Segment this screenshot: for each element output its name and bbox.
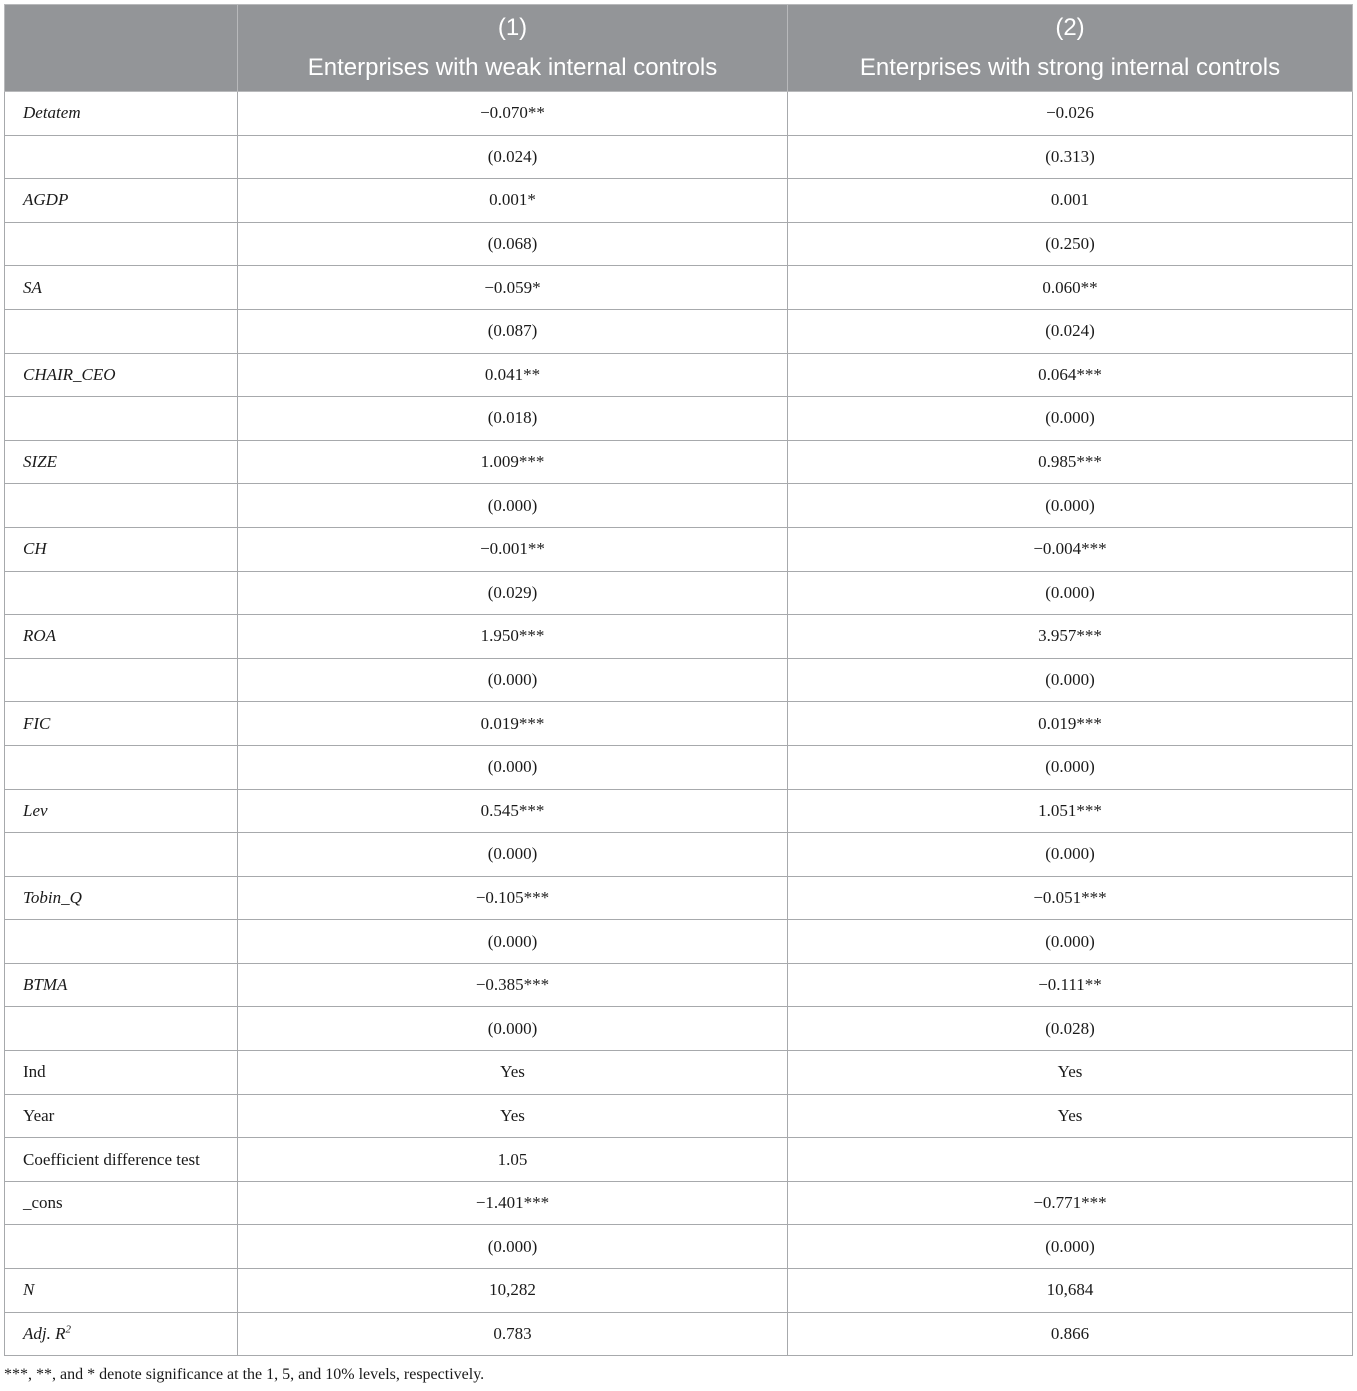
value-cell-col2: (0.000) bbox=[788, 833, 1353, 877]
variable-name-cell bbox=[5, 702, 238, 746]
variable-name: BTMA bbox=[23, 975, 68, 995]
value-cell-col1: 1.05 bbox=[238, 1138, 788, 1182]
value-cell-col2: 0.019*** bbox=[788, 702, 1353, 746]
superscript: 2 bbox=[65, 1323, 71, 1336]
value-cell-col2: −0.771*** bbox=[788, 1181, 1353, 1225]
value-cell-col2: 0.001 bbox=[788, 179, 1353, 223]
value-cell-col1: 10,282 bbox=[238, 1269, 788, 1313]
table-row bbox=[5, 309, 1353, 353]
table-row bbox=[5, 1181, 1353, 1225]
variable-name: ROA bbox=[23, 626, 57, 646]
table-row bbox=[5, 222, 1353, 266]
value-cell-col1: −0.385*** bbox=[238, 963, 788, 1007]
value-cell-col2: −0.051*** bbox=[788, 876, 1353, 920]
variable-name-cell bbox=[5, 615, 238, 659]
regression-table bbox=[4, 4, 1353, 1356]
variable-name: Tobin_Q bbox=[23, 887, 82, 907]
table-row bbox=[5, 92, 1353, 136]
value-cell-col2: Yes bbox=[788, 1094, 1353, 1138]
header-col1-number: (1) bbox=[497, 14, 528, 41]
value-cell-col2: (0.000) bbox=[788, 920, 1353, 964]
table-row bbox=[5, 1269, 1353, 1313]
value-cell-col2: (0.000) bbox=[788, 571, 1353, 615]
variable-name-cell bbox=[5, 484, 238, 528]
value-cell-col1: (0.029) bbox=[238, 571, 788, 615]
table-row bbox=[5, 876, 1353, 920]
table-row bbox=[5, 1312, 1353, 1356]
value-cell-col1: (0.000) bbox=[238, 658, 788, 702]
value-cell-col1: (0.000) bbox=[238, 484, 788, 528]
value-cell-col2: −0.004*** bbox=[788, 527, 1353, 571]
table-row bbox=[5, 571, 1353, 615]
table-row bbox=[5, 397, 1353, 441]
variable-name-cell bbox=[5, 527, 238, 571]
variable-name: AGDP bbox=[23, 190, 69, 210]
value-cell-col1: (0.000) bbox=[238, 920, 788, 964]
variable-name: N bbox=[23, 1280, 35, 1300]
variable-name-cell bbox=[5, 353, 238, 397]
value-cell-col1: 0.545*** bbox=[238, 789, 788, 833]
table-body bbox=[5, 92, 1353, 1356]
value-cell-col2: (0.000) bbox=[788, 397, 1353, 441]
header-row bbox=[5, 5, 1353, 92]
table-row bbox=[5, 745, 1353, 789]
value-cell-col1: (0.000) bbox=[238, 1007, 788, 1051]
value-cell-col2: (0.024) bbox=[788, 309, 1353, 353]
table-footnote: ***, **, and * denote significance at the 1, 5, and 10% levels, respectively. bbox=[4, 1366, 485, 1383]
table-row bbox=[5, 1138, 1353, 1182]
value-cell-col2: 0.060** bbox=[788, 266, 1353, 310]
variable-name-cell bbox=[5, 1007, 238, 1051]
value-cell-col1: 0.783 bbox=[238, 1312, 788, 1356]
header-col2-label: Enterprises with strong internal controls bbox=[859, 54, 1281, 81]
table-row bbox=[5, 833, 1353, 877]
variable-name-cell bbox=[5, 1051, 238, 1095]
value-cell-col2: 3.957*** bbox=[788, 615, 1353, 659]
table-row bbox=[5, 440, 1353, 484]
table-row bbox=[5, 527, 1353, 571]
variable-name-cell bbox=[5, 963, 238, 1007]
value-cell-col1: (0.000) bbox=[238, 833, 788, 877]
variable-name-cell bbox=[5, 92, 238, 136]
variable-name: Lev bbox=[23, 800, 48, 820]
table-row bbox=[5, 179, 1353, 223]
variable-name-cell bbox=[5, 745, 238, 789]
table-row bbox=[5, 658, 1353, 702]
value-cell-col2: 0.985*** bbox=[788, 440, 1353, 484]
variable-name-cell bbox=[5, 1312, 238, 1356]
value-cell-col2: Yes bbox=[788, 1051, 1353, 1095]
table-row bbox=[5, 789, 1353, 833]
table-row bbox=[5, 1051, 1353, 1095]
value-cell-col2: (0.000) bbox=[788, 658, 1353, 702]
variable-name: Year bbox=[23, 1105, 55, 1125]
value-cell-col2: (0.000) bbox=[788, 745, 1353, 789]
variable-name-cell bbox=[5, 789, 238, 833]
value-cell-col1: 0.041** bbox=[238, 353, 788, 397]
variable-name: FIC bbox=[23, 713, 51, 733]
variable-name: Ind bbox=[23, 1062, 46, 1082]
value-cell-col1: (0.068) bbox=[238, 222, 788, 266]
table-row bbox=[5, 1225, 1353, 1269]
variable-name-cell bbox=[5, 1225, 238, 1269]
variable-name: CHAIR_CEO bbox=[23, 364, 116, 384]
value-cell-col1: (0.087) bbox=[238, 309, 788, 353]
variable-name-cell bbox=[5, 440, 238, 484]
value-cell-col1: −0.105*** bbox=[238, 876, 788, 920]
value-cell-col1: (0.000) bbox=[238, 745, 788, 789]
value-cell-col2: 1.051*** bbox=[788, 789, 1353, 833]
value-cell-col2: 0.064*** bbox=[788, 353, 1353, 397]
value-cell-col1: (0.018) bbox=[238, 397, 788, 441]
value-cell-col1: (0.000) bbox=[238, 1225, 788, 1269]
table-row bbox=[5, 615, 1353, 659]
variable-name-cell bbox=[5, 309, 238, 353]
variable-name: _cons bbox=[23, 1193, 63, 1213]
value-cell-col2 bbox=[788, 1138, 1353, 1182]
value-cell-col2: −0.111** bbox=[788, 963, 1353, 1007]
table-row bbox=[5, 353, 1353, 397]
variable-name-cell bbox=[5, 397, 238, 441]
header-empty-cell bbox=[5, 5, 238, 92]
variable-name-cell bbox=[5, 920, 238, 964]
variable-name-cell bbox=[5, 1138, 238, 1182]
value-cell-col1: Yes bbox=[238, 1051, 788, 1095]
variable-name: Adj. R bbox=[23, 1323, 66, 1343]
value-cell-col2: (0.000) bbox=[788, 484, 1353, 528]
variable-name-cell bbox=[5, 135, 238, 179]
value-cell-col1: 1.009*** bbox=[238, 440, 788, 484]
value-cell-col2: (0.250) bbox=[788, 222, 1353, 266]
variable-name-cell bbox=[5, 571, 238, 615]
value-cell-col1: Yes bbox=[238, 1094, 788, 1138]
value-cell-col2: (0.028) bbox=[788, 1007, 1353, 1051]
table-row bbox=[5, 963, 1353, 1007]
value-cell-col2: (0.000) bbox=[788, 1225, 1353, 1269]
value-cell-col2: 10,684 bbox=[788, 1269, 1353, 1313]
variable-name-cell bbox=[5, 179, 238, 223]
value-cell-col2: −0.026 bbox=[788, 92, 1353, 136]
value-cell-col1: 0.019*** bbox=[238, 702, 788, 746]
variable-name-cell bbox=[5, 1181, 238, 1225]
variable-name-cell bbox=[5, 658, 238, 702]
variable-name-cell bbox=[5, 222, 238, 266]
variable-name: SIZE bbox=[23, 452, 57, 472]
variable-name: CH bbox=[23, 539, 47, 559]
header-col1 bbox=[238, 5, 788, 92]
value-cell-col1: 0.001* bbox=[238, 179, 788, 223]
table-row bbox=[5, 920, 1353, 964]
value-cell-col1: 1.950*** bbox=[238, 615, 788, 659]
header-col2-number: (2) bbox=[1055, 14, 1085, 41]
variable-name-cell bbox=[5, 1094, 238, 1138]
value-cell-col1: −0.059* bbox=[238, 266, 788, 310]
value-cell-col2: (0.313) bbox=[788, 135, 1353, 179]
variable-name-cell bbox=[5, 266, 238, 310]
value-cell-col1: (0.024) bbox=[238, 135, 788, 179]
header-col2 bbox=[788, 5, 1353, 92]
variable-name-cell bbox=[5, 833, 238, 877]
header-col1-label: Enterprises with weak internal controls bbox=[307, 54, 718, 81]
value-cell-col2: 0.866 bbox=[788, 1312, 1353, 1356]
variable-name: Detatem bbox=[23, 103, 81, 123]
table-row bbox=[5, 1094, 1353, 1138]
value-cell-col1: −1.401*** bbox=[238, 1181, 788, 1225]
table-row bbox=[5, 484, 1353, 528]
value-cell-col1: −0.001** bbox=[238, 527, 788, 571]
variable-name-cell bbox=[5, 876, 238, 920]
table-row bbox=[5, 1007, 1353, 1051]
table-row bbox=[5, 135, 1353, 179]
variable-name: Coefficient difference test bbox=[23, 1149, 200, 1169]
value-cell-col1: −0.070** bbox=[238, 92, 788, 136]
table-row bbox=[5, 266, 1353, 310]
variable-name: SA bbox=[23, 277, 42, 297]
table-row bbox=[5, 702, 1353, 746]
variable-name-cell bbox=[5, 1269, 238, 1313]
